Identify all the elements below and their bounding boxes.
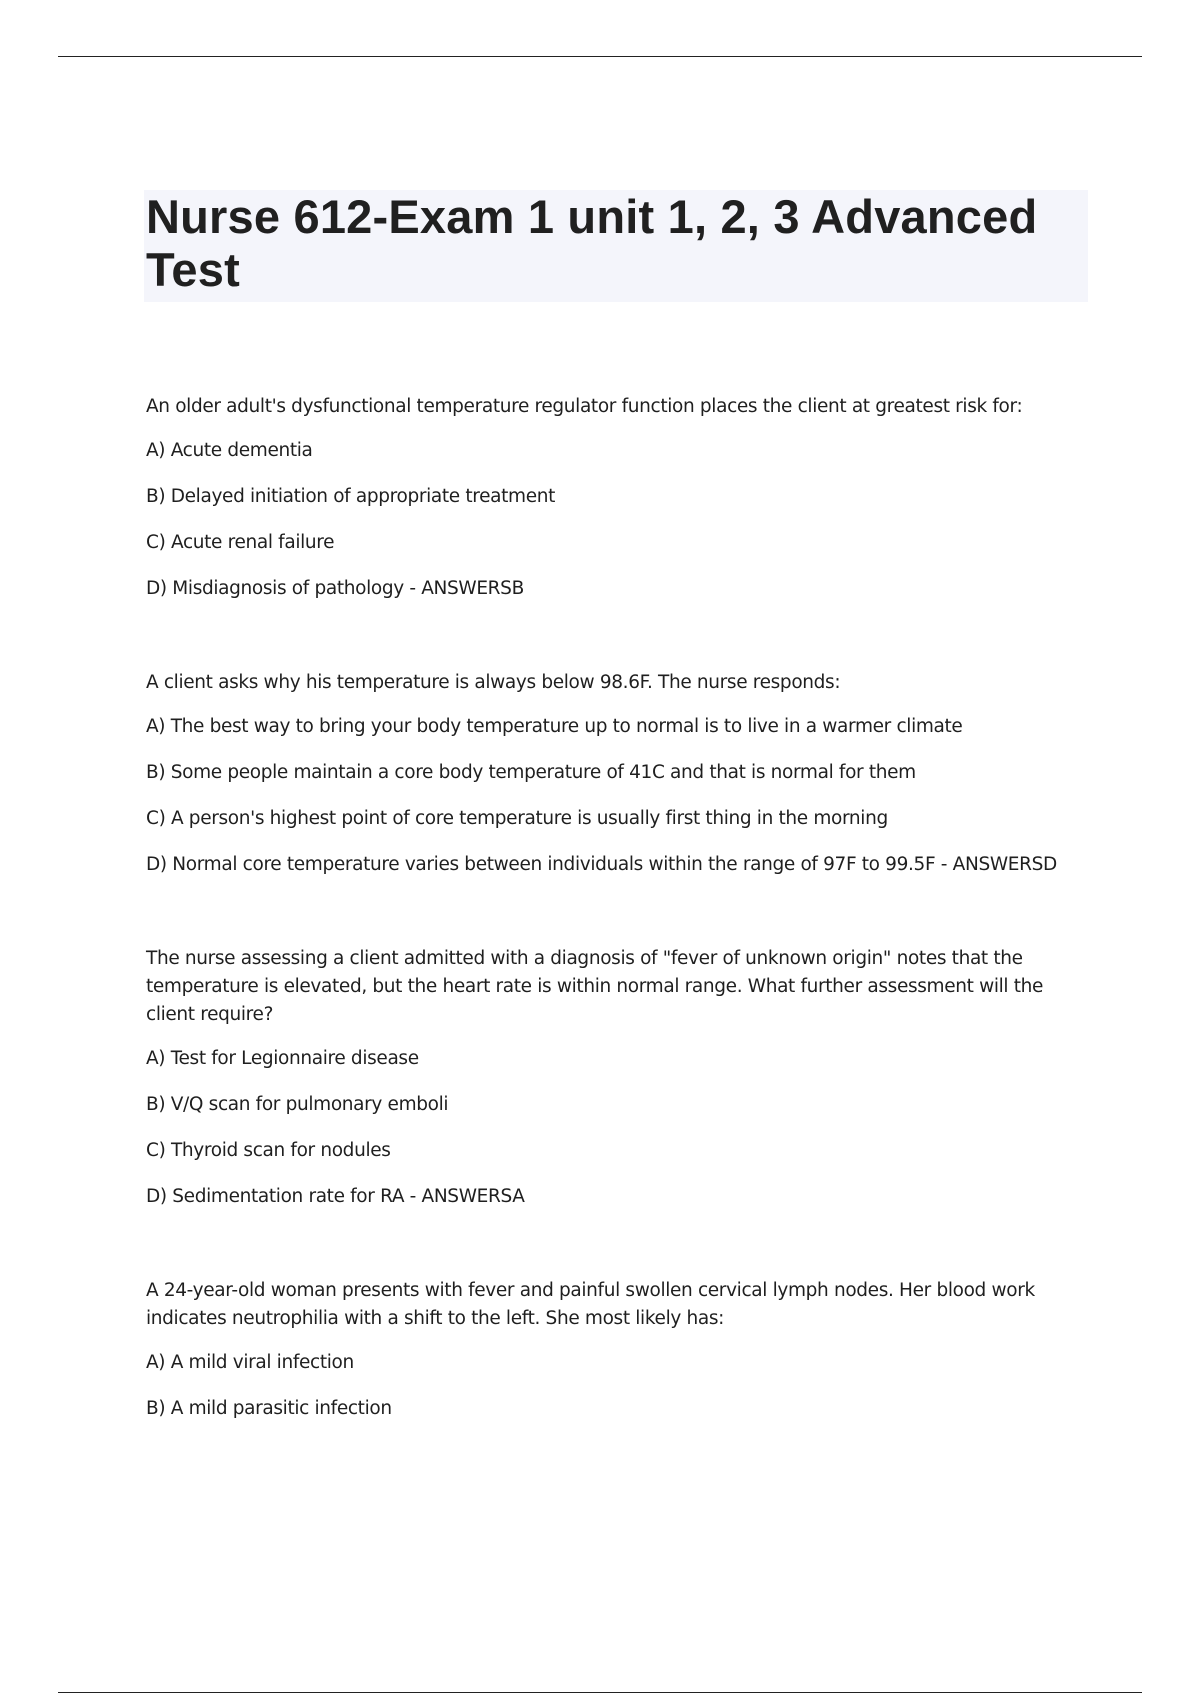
answer-option-b: B) A mild parasitic infection bbox=[146, 1398, 392, 1419]
question-1 bbox=[146, 393, 1066, 603]
page-title: Nurse 612-Exam 1 unit 1, 2, 3 Advanced Test bbox=[146, 190, 1038, 296]
answer-option-d: D) Sedimentation rate for RA - ANSWERSA bbox=[146, 1186, 525, 1207]
answer-options bbox=[146, 1045, 1066, 1211]
question-text: The nurse assessing a client admitted with a diagnosis of "fever of unknown origin" notes that the temperature is elevated, but the heart rate is within normal range. What further assessment will the client require? bbox=[146, 948, 1044, 1025]
answer-option-a: A) Test for Legionnaire disease bbox=[146, 1048, 419, 1069]
question-text: An older adult's dysfunctional temperature regulator function places the client at greatest risk for: bbox=[146, 396, 1023, 417]
answer-options bbox=[146, 1349, 1066, 1423]
answer-option-b: B) V/Q scan for pulmonary emboli bbox=[146, 1094, 449, 1115]
top-rule bbox=[58, 56, 1142, 57]
answer-option-c: C) Thyroid scan for nodules bbox=[146, 1140, 391, 1161]
answer-option-d: D) Misdiagnosis of pathology - ANSWERSB bbox=[146, 578, 524, 599]
question-text: A client asks why his temperature is always below 98.6F. The nurse responds: bbox=[146, 672, 841, 693]
answer-option-c: C) Acute renal failure bbox=[146, 532, 335, 553]
answer-option-d: D) Normal core temperature varies between individuals within the range of 97F to 99.5F - ANSWERSD bbox=[146, 854, 1057, 875]
document-body bbox=[146, 393, 1066, 1489]
answer-option-b: B) Delayed initiation of appropriate treatment bbox=[146, 486, 556, 507]
answer-option-a: A) Acute dementia bbox=[146, 440, 313, 461]
answer-option-b: B) Some people maintain a core body temperature of 41C and that is normal for them bbox=[146, 762, 916, 783]
answer-option-a: A) A mild viral infection bbox=[146, 1352, 354, 1373]
question-4 bbox=[146, 1277, 1066, 1423]
question-2 bbox=[146, 669, 1066, 879]
answer-option-a: A) The best way to bring your body temperature up to normal is to live in a warmer climate bbox=[146, 716, 963, 737]
answer-option-c: C) A person's highest point of core temperature is usually first thing in the morning bbox=[146, 808, 888, 829]
question-text: A 24-year-old woman presents with fever and painful swollen cervical lymph nodes. Her blood work indicates neutrophilia with a shift to the left. She most likely has: bbox=[146, 1280, 1035, 1329]
answer-options bbox=[146, 713, 1066, 879]
question-3 bbox=[146, 945, 1066, 1211]
answer-options bbox=[146, 437, 1066, 603]
bottom-rule bbox=[58, 1692, 1142, 1693]
